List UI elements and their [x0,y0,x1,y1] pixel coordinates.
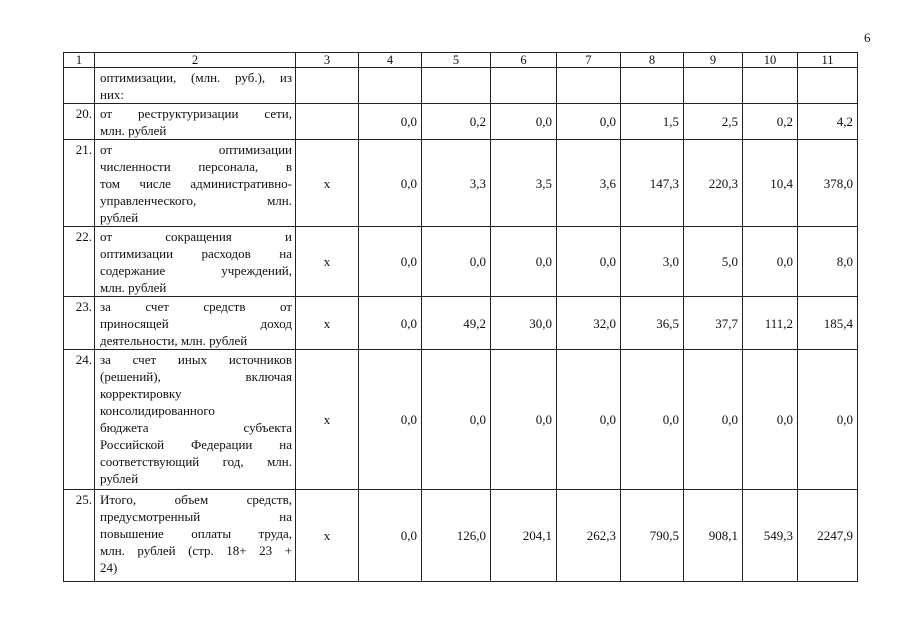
description-line: том числе административно- [100,176,292,191]
value-cell: 10,4 [743,140,798,227]
column-3-cell: х [296,490,359,582]
column-3-cell: х [296,350,359,490]
value-cell: 0,0 [359,140,422,227]
row-description [95,490,296,582]
description-line: численности персонала, в [100,159,292,174]
value-cell: 378,0 [798,140,858,227]
value-cell: 32,0 [557,297,621,350]
value-cell: 204,1 [491,490,557,582]
value-cell: 790,5 [621,490,684,582]
column-header: 2 [95,53,296,68]
value-cell: 0,0 [359,297,422,350]
description-line: рублей [100,210,139,225]
value-cell [422,68,491,104]
value-cell: 0,0 [557,350,621,490]
description-line: деятельности, млн. рублей [100,333,248,348]
description-line: от сокращения и [100,229,292,244]
table-row [64,140,858,227]
description-line: управленческого, млн. [100,193,292,208]
table-row [64,350,858,490]
value-cell: 8,0 [798,227,858,297]
row-number: 20. [64,104,95,140]
value-cell: 0,0 [422,350,491,490]
column-header: 1 [64,53,95,68]
value-cell: 0,0 [557,227,621,297]
description-line: Итого, объем средств, [100,492,292,507]
column-3-cell: х [296,227,359,297]
description-line: от оптимизации [100,142,292,157]
value-cell: 0,0 [798,350,858,490]
value-cell [491,68,557,104]
value-cell [359,68,422,104]
value-cell: 2247,9 [798,490,858,582]
value-cell: 549,3 [743,490,798,582]
description-line: Российской Федерации на [100,437,292,452]
row-number: 22. [64,227,95,297]
description-line: за счет средств от [100,299,292,314]
value-cell: 908,1 [684,490,743,582]
description-line: млн. рублей (стр. 18+ 23 + [100,543,292,558]
value-cell: 0,0 [359,490,422,582]
column-header: 3 [296,53,359,68]
column-3-cell: х [296,297,359,350]
description-line: бюджета субъекта [100,420,292,435]
value-cell: 0,0 [743,227,798,297]
row-number: 25. [64,490,95,582]
description-line: содержание учреждений, [100,263,292,278]
column-header: 4 [359,53,422,68]
value-cell: 0,2 [743,104,798,140]
row-number: 23. [64,297,95,350]
column-header: 9 [684,53,743,68]
value-cell [621,68,684,104]
description-line: от реструктуризации сети, [100,106,292,121]
indicators-table [63,52,858,582]
description-line: рублей [100,471,139,486]
description-line: повышение оплаты труда, [100,526,292,541]
column-header: 10 [743,53,798,68]
value-cell: 220,3 [684,140,743,227]
value-cell: 262,3 [557,490,621,582]
header-row [64,53,858,68]
table-row [64,297,858,350]
value-cell: 36,5 [621,297,684,350]
description-line: предусмотренный на [100,509,292,524]
value-cell: 147,3 [621,140,684,227]
column-header: 11 [798,53,858,68]
value-cell: 0,0 [491,227,557,297]
table-row [64,104,858,140]
column-header: 7 [557,53,621,68]
description-line: оптимизации расходов на [100,246,292,261]
column-3-cell [296,68,359,104]
column-3-cell: х [296,140,359,227]
description-line: млн. рублей [100,280,167,295]
value-cell: 3,6 [557,140,621,227]
row-description [95,68,296,104]
value-cell: 4,2 [798,104,858,140]
page-number: 6 [864,30,871,45]
value-cell: 0,0 [491,104,557,140]
value-cell: 30,0 [491,297,557,350]
description-line: консолидированного [100,403,215,418]
value-cell: 0,0 [422,227,491,297]
description-line: за счет иных источников [100,352,292,367]
column-header: 8 [621,53,684,68]
description-line: соответствующий год, млн. [100,454,292,469]
value-cell: 0,0 [557,104,621,140]
column-header: 6 [491,53,557,68]
row-number [64,68,95,104]
row-description [95,104,296,140]
value-cell: 0,2 [422,104,491,140]
value-cell: 1,5 [621,104,684,140]
table-row [64,490,858,582]
description-line: 24) [100,560,118,575]
value-cell: 0,0 [359,350,422,490]
value-cell: 37,7 [684,297,743,350]
row-description [95,227,296,297]
value-cell [557,68,621,104]
description-line: (решений), включая [100,369,292,384]
row-number: 21. [64,140,95,227]
description-line: них: [100,87,125,102]
row-description [95,350,296,490]
value-cell: 0,0 [359,104,422,140]
row-description [95,140,296,227]
table-row [64,227,858,297]
value-cell: 49,2 [422,297,491,350]
value-cell: 111,2 [743,297,798,350]
value-cell: 185,4 [798,297,858,350]
value-cell: 0,0 [684,350,743,490]
value-cell: 126,0 [422,490,491,582]
table-row [64,68,858,104]
column-3-cell [296,104,359,140]
description-line: оптимизации, (млн. руб.), из [100,70,292,85]
value-cell: 0,0 [491,350,557,490]
value-cell: 0,0 [743,350,798,490]
value-cell: 0,0 [621,350,684,490]
value-cell [798,68,858,104]
value-cell: 0,0 [359,227,422,297]
value-cell [684,68,743,104]
value-cell: 3,3 [422,140,491,227]
column-header: 5 [422,53,491,68]
description-line: приносящей доход [100,316,292,331]
value-cell: 5,0 [684,227,743,297]
row-number: 24. [64,350,95,490]
description-line: млн. рублей [100,123,167,138]
row-description [95,297,296,350]
value-cell: 2,5 [684,104,743,140]
value-cell: 3,5 [491,140,557,227]
value-cell [743,68,798,104]
value-cell: 3,0 [621,227,684,297]
description-line: корректировку [100,386,182,401]
